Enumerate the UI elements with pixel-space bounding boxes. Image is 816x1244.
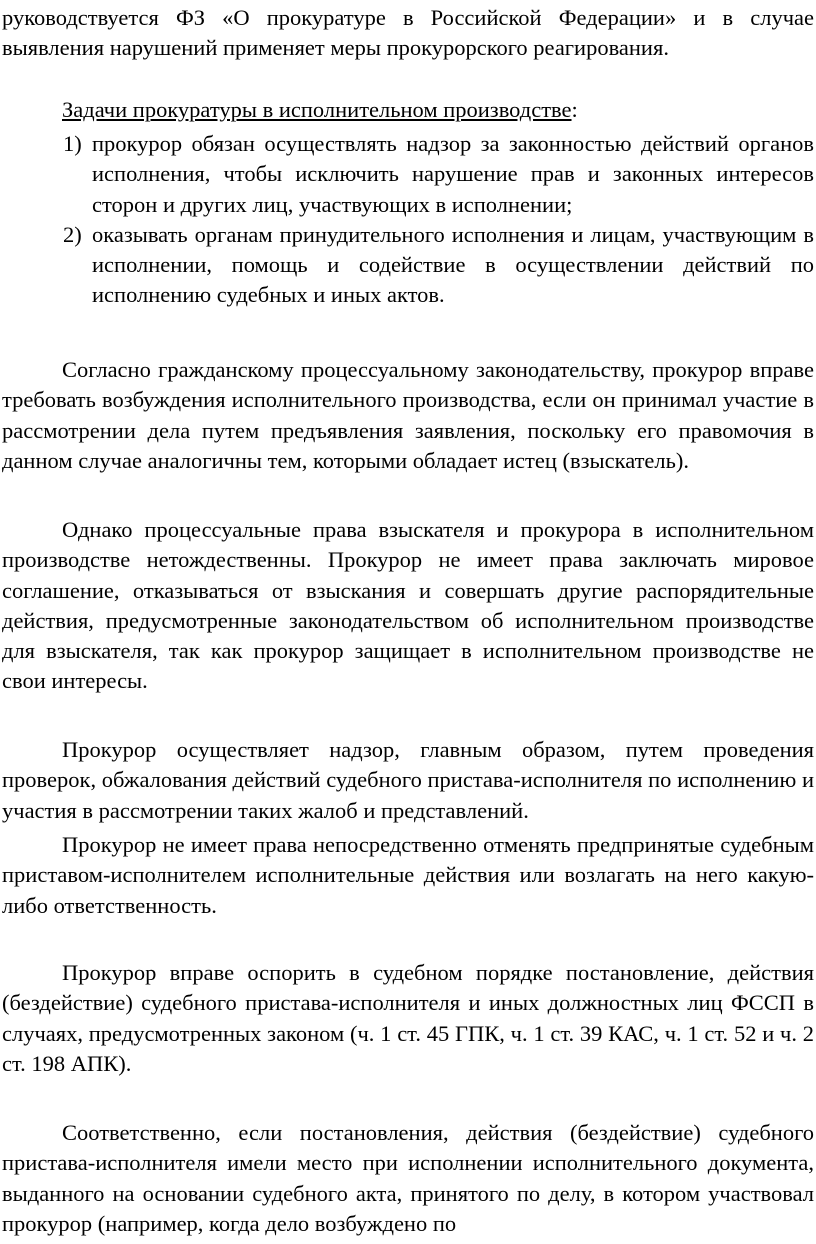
paragraph-court-challenge: Прокурор вправе оспорить в судебном порядке постановление, действия (бездействие) судебного пристава-исполнителя и иных должностных лиц ФССП в случаях, предусмотренных законом (ч. 1 ст. 45 ГПК, ч. 1 ст. 39 КАС, ч. 1 ст. 52 и ч. 2 ст. 198 АПК). <box>2 960 814 1076</box>
section-heading-colon: : <box>571 97 578 122</box>
list-item <box>2 220 814 311</box>
paragraph-rights-difference: Однако процессуальные права взыскателя и прокурора в исполнительном производстве нетождественны. Прокурор не имеет права заключать мировое соглашение, отказываться от взыскания и совершать другие распорядительные действия, предусмотренные законодательством об исполнительном производстве для взыскателя, так как прокурор защищает в исполнительном производстве не свои интересы. <box>2 517 814 694</box>
list-item-number: 2) <box>63 221 82 247</box>
paragraph-intro: руководствуется ФЗ «О прокуратуре в Российской Федерации» и в случае выявления нарушений применяет меры прокурорского реагирования. <box>2 5 814 61</box>
paragraph-procedural-law: Согласно гражданскому процессуальному законодательству, прокурор вправе требовать возбуждения исполнительного производства, если он принимал участие в рассмотрении дела путем предъявления заявления, поскольку его правомочия в данном случае аналогичны тем, которыми обладает истец (взыскатель). <box>2 357 814 473</box>
section-heading <box>62 95 578 125</box>
list-item <box>2 129 814 220</box>
list-item-text: прокурор обязан осуществлять надзор за законностью действий органов исполнения, чтобы исключить нарушение прав и законных интересов сторон и других лиц, участвующих в исполнении; <box>92 131 814 217</box>
tasks-list <box>2 129 814 311</box>
paragraph-supervision: Прокурор осуществляет надзор, главным образом, путем проведения проверок, обжалования действий судебного пристава-исполнителя по исполнению и участия в рассмотрении таких жалоб и представлений. <box>2 737 814 823</box>
list-item-text: оказывать органам принудительного исполнения и лицам, участвующим в исполнении, помощь и содействие в осуществлении действий по исполнению судебных и иных актов. <box>92 221 814 308</box>
paragraph-accordingly: Соответственно, если постановления, действия (бездействие) судебного пристава-исполнителя имели место при исполнении исполнительного документа, выданного на основании судебного акта, принятого по делу, в котором участвовал прокурор (например, когда дело возбуждено по <box>2 1120 814 1236</box>
section-heading-text: Задачи прокуратуры в исполнительном производстве <box>62 97 572 122</box>
paragraph-no-right-to-cancel: Прокурор не имеет права непосредственно отменять предпринятые судебным приставом-исполнителем исполнительные действия или возлагать на него какую-либо ответственность. <box>2 832 814 918</box>
list-item-number: 1) <box>63 131 82 156</box>
